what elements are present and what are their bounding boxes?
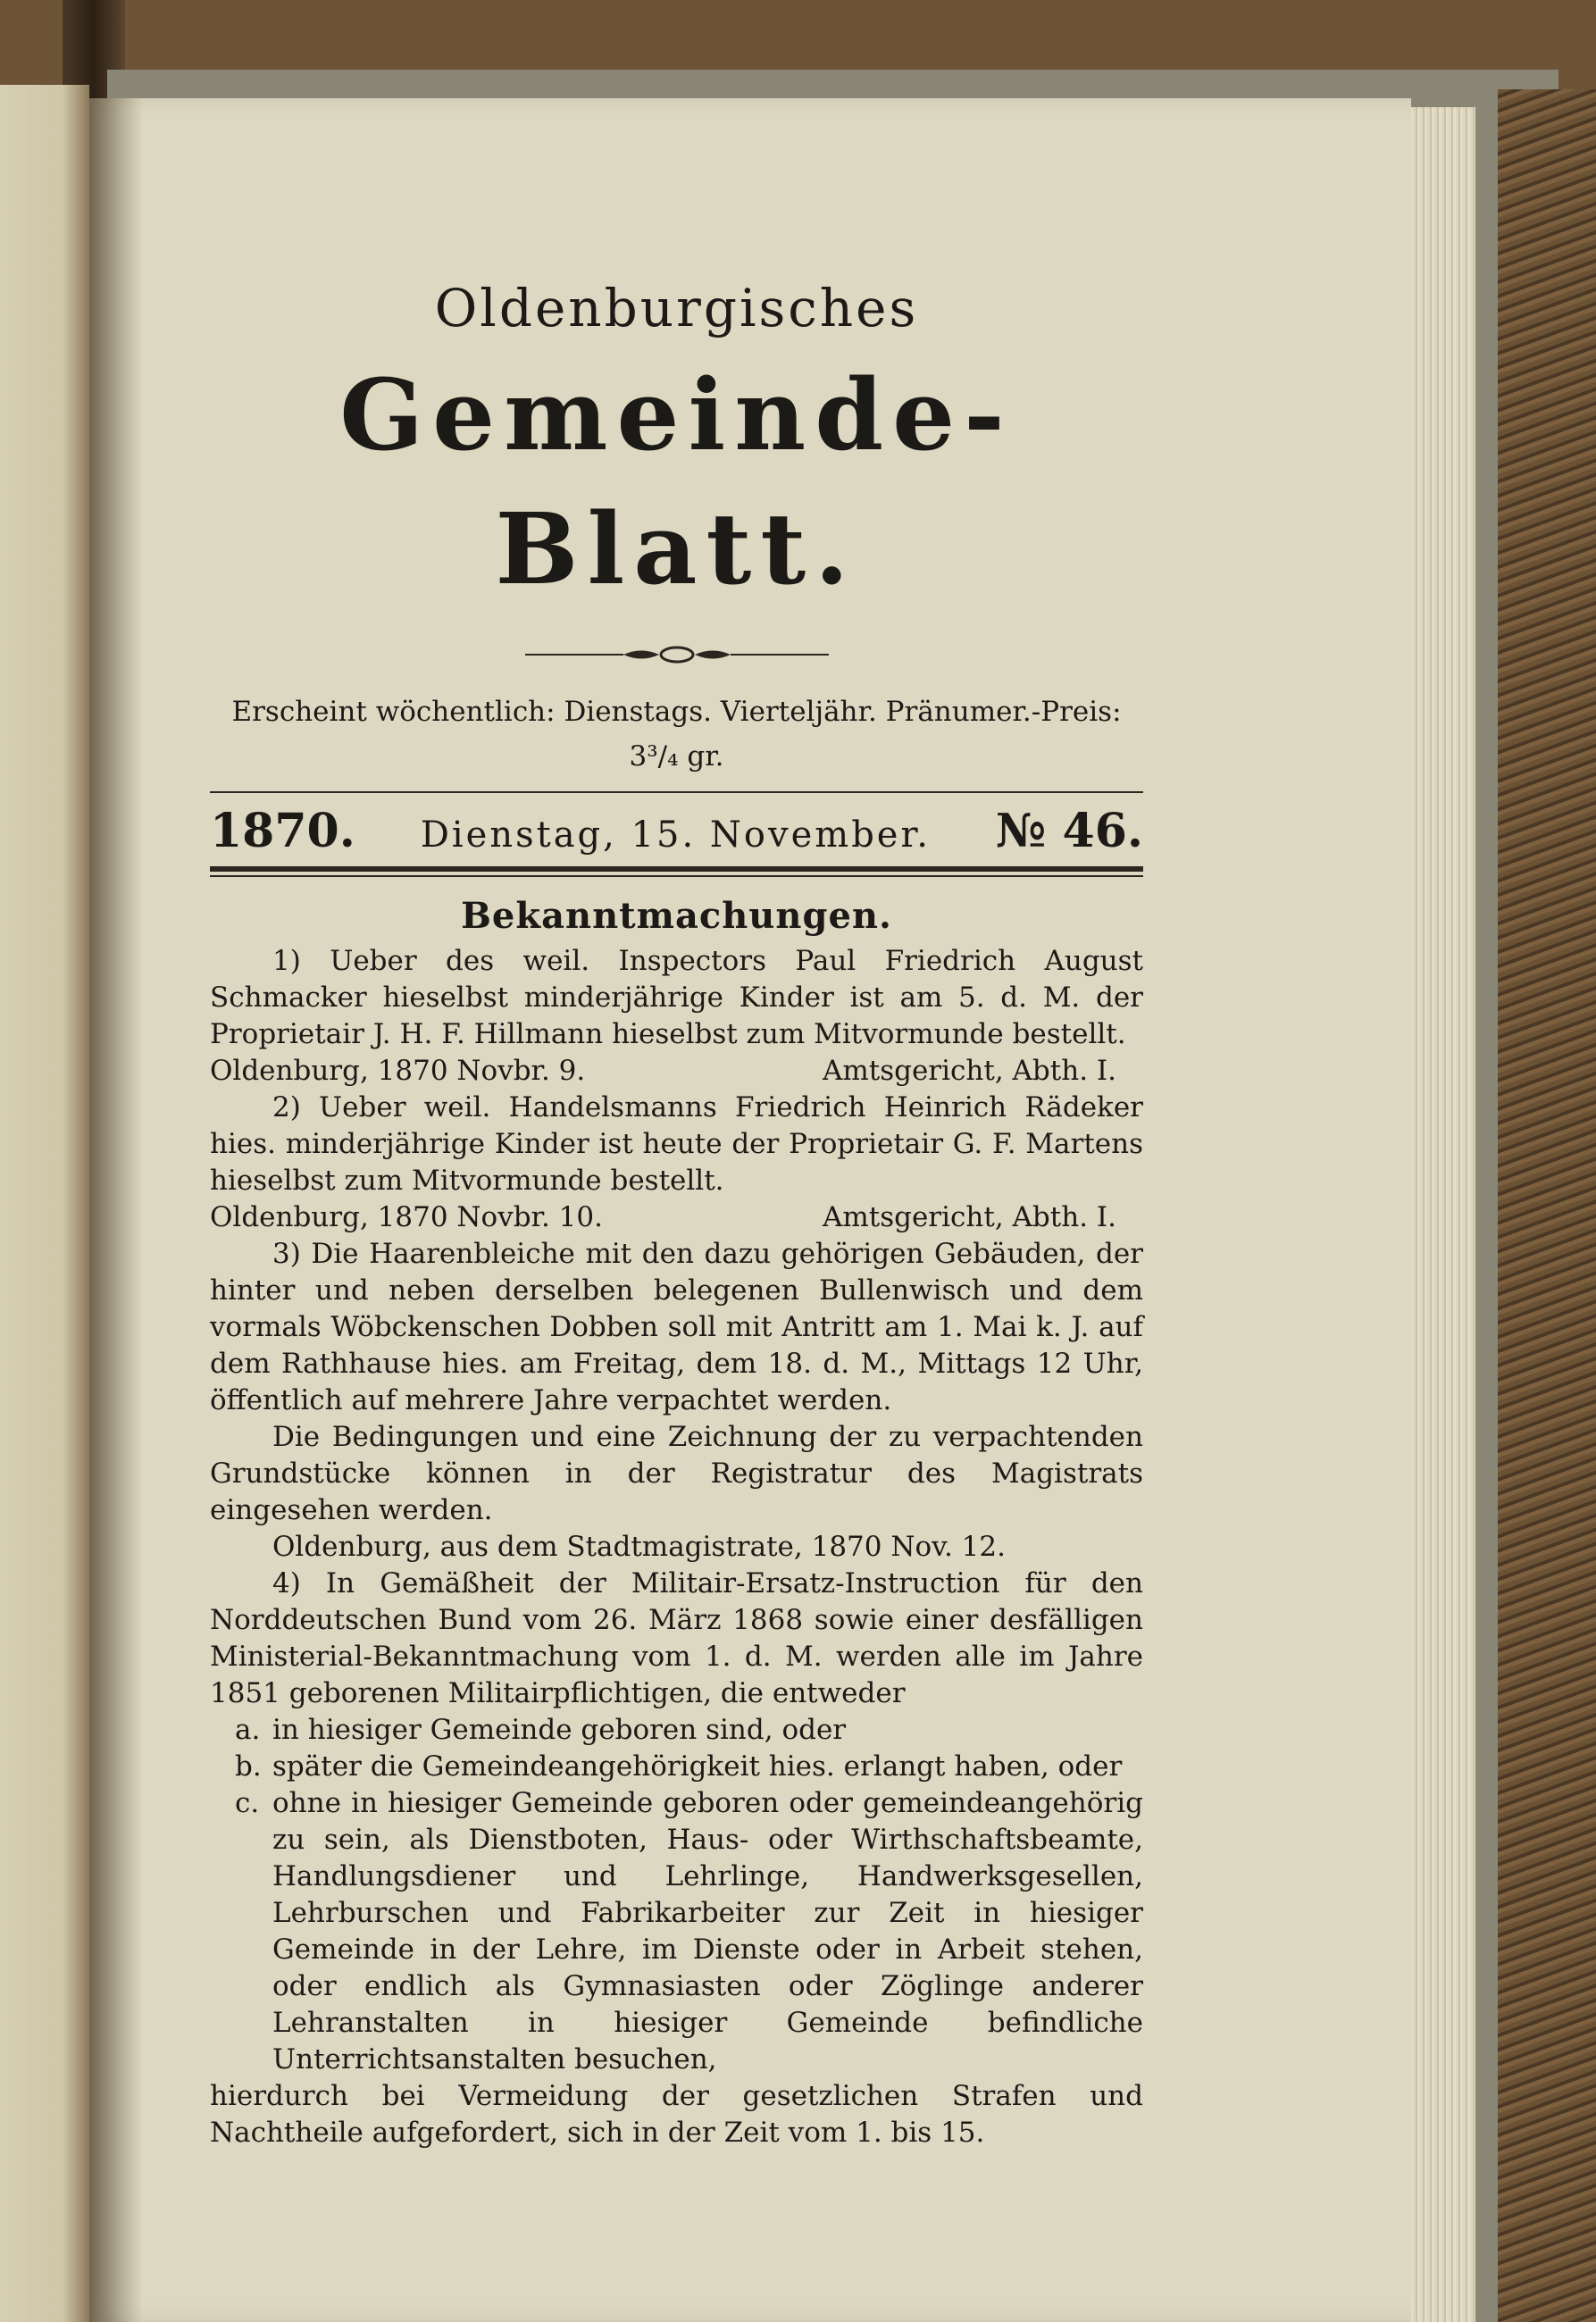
rule-thin — [210, 791, 1143, 793]
notice-1-place-date: Oldenburg, 1870 Novbr. 9. — [210, 1055, 586, 1087]
notice-1-court: Amtsgericht, Abth. I. — [822, 1055, 1116, 1087]
notice-3-text: 3) Die Haarenbleiche mit den dazu gehörigen Gebäuden, der hinter und neben derselben belegenen Bullenwisch und dem vormals Wöbckenschen Dobben soll mit Antritt am 1. Mai k. J. auf dem Rathhause hies. am Freitag, dem 18. d. M., Mittags 12 Uhr, öffentlich auf mehrere Jahre verpachtet werden. — [210, 1238, 1143, 1416]
newspaper-page — [210, 268, 1143, 2151]
dateline — [210, 802, 1143, 864]
issue-year: 1870. — [210, 804, 355, 858]
notice-3-place-date: Oldenburg, aus dem Stadtmagistrate, 1870 Nov. 12. — [272, 1531, 1006, 1563]
notice-4-item-a — [210, 1712, 1143, 1749]
list-text: später die Gemeindeangehörigkeit hies. erlangt haben, oder — [272, 1750, 1123, 1783]
notice-4-item-c — [210, 1785, 1143, 2078]
left-page-edge — [0, 85, 89, 2322]
gutter-shadow — [89, 98, 143, 2322]
notice-2-court: Amtsgericht, Abth. I. — [822, 1201, 1116, 1233]
list-letter: b. — [235, 1750, 262, 1783]
issue-date: Dienstag, 15. November. — [420, 814, 931, 856]
section-title: Bekanntmachungen. — [461, 895, 892, 937]
notice-4-text: 4) In Gemäßheit der Militair-Ersatz-Instruction für den Norddeutschen Bund vom 26. März 1868 sowie einer desfälligen Ministerial-Bekanntmachung vom 1. d. M. werden alle im Jahre 1851 geborenen Militairpflichtigen, die entweder — [210, 1567, 1143, 1709]
notice-3-extra: Die Bedingungen und eine Zeichnung der zu verpachtenden Grundstücke können in der Registratur des Magistrats eingesehen werden. — [210, 1421, 1143, 1526]
ornament-divider — [525, 645, 829, 664]
notices — [210, 943, 1143, 2151]
masthead-title: Gemeinde-Blatt. — [339, 357, 1014, 606]
notice-4-item-b — [210, 1749, 1143, 1785]
notice-2-place-date: Oldenburg, 1870 Novbr. 10. — [210, 1201, 603, 1233]
cover-cloth — [1498, 89, 1596, 2322]
issue-number: № 46. — [995, 804, 1143, 858]
list-letter: c. — [235, 1787, 260, 1819]
notice-4-closing: hierdurch bei Vermeidung der gesetzlichen Strafen und Nachtheile aufgefordert, sich in der Zeit vom 1. bis 15. — [210, 2080, 1143, 2149]
notice-2-signature — [210, 1199, 1143, 1236]
list-text: in hiesiger Gemeinde geboren sind, oder — [272, 1714, 847, 1746]
list-letter: a. — [235, 1714, 261, 1746]
list-text: ohne in hiesiger Gemeinde geboren oder gemeindeangehörig zu sein, als Dienstboten, Haus- oder Wirthschaftsbeamte, Handlungsdiener und Lehrlinge, Handwerksgesellen, Lehrburschen und Fabrikarbeiter zur Zeit in hiesiger Gemeinde in der Lehre, im Dienste oder in Arbeit stehen, oder endlich als Gymnasiasten oder Zöglinge anderer Lehranstalten in hiesiger Gemeinde befindliche Unterrichtsanstalten besuchen, — [272, 1787, 1143, 2076]
subscription-line: Erscheint wöchentlich: Dienstags. Vierteljähr. Pränumer.-Preis: 3³/₄ gr. — [231, 696, 1122, 773]
rule-double — [210, 866, 1143, 877]
notice-1-text: 1) Ueber des weil. Inspectors Paul Friedrich August Schmacker hieselbst minderjährige Kinder ist am 5. d. M. der Proprietair J. H. F. Hillmann hieselbst zum Mitvormunde bestellt. — [210, 945, 1143, 1050]
notice-2-text: 2) Ueber weil. Handelsmanns Friedrich Heinrich Rädeker hies. minderjährige Kinder ist heute der Proprietair G. F. Martens hieselbst zum Mitvormunde bestellt. — [210, 1091, 1143, 1197]
masthead-subtitle: Oldenburgisches — [434, 278, 919, 338]
notice-1-signature — [210, 1053, 1143, 1090]
